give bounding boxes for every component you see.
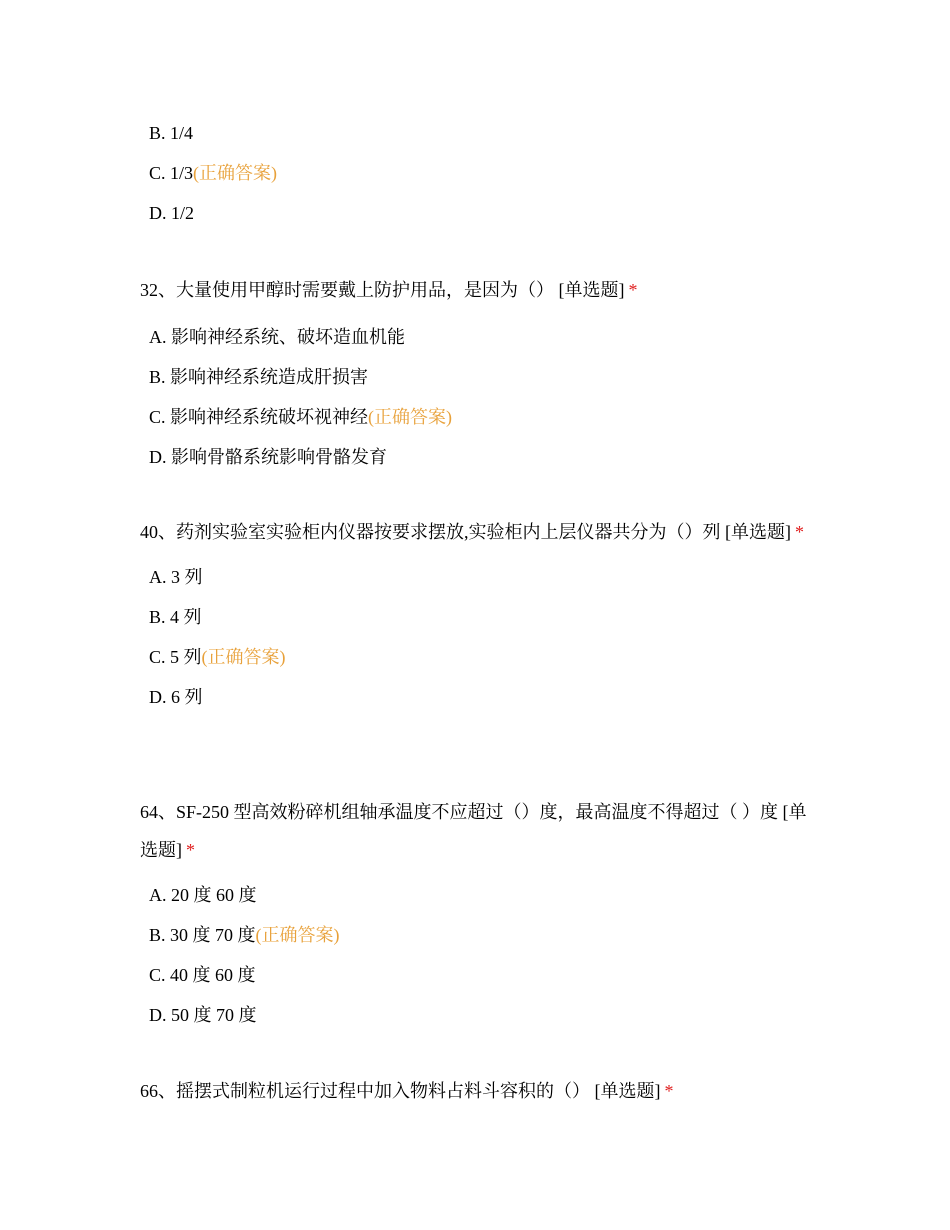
option-text: C. 5 列 bbox=[149, 647, 202, 667]
option-text: C. 40 度 60 度 bbox=[149, 965, 256, 985]
option-c bbox=[140, 397, 810, 437]
question-title bbox=[140, 793, 810, 869]
option-text: B. 30 度 70 度 bbox=[149, 925, 256, 945]
question-title bbox=[140, 1072, 810, 1110]
option-text: A. 3 列 bbox=[149, 567, 203, 587]
option-text: A. 20 度 60 度 bbox=[149, 885, 257, 905]
option-text: D. 6 列 bbox=[149, 687, 203, 707]
option-d bbox=[140, 193, 810, 233]
option-b bbox=[140, 113, 810, 153]
question-block-66 bbox=[140, 1072, 810, 1110]
option-text: A. 影响神经系统、破坏造血机能 bbox=[149, 327, 405, 347]
option-b bbox=[140, 357, 810, 397]
option-text: B. 4 列 bbox=[149, 607, 202, 627]
option-d bbox=[140, 995, 810, 1035]
option-text: D. 50 度 70 度 bbox=[149, 1005, 257, 1025]
correct-answer-label: (正确答案) bbox=[201, 647, 286, 667]
question-block-continued bbox=[140, 113, 810, 233]
question-title bbox=[140, 271, 810, 309]
option-c bbox=[140, 153, 810, 193]
correct-answer-label: (正确答案) bbox=[255, 925, 340, 945]
correct-answer-label: (正确答案) bbox=[193, 163, 278, 183]
option-a bbox=[140, 557, 810, 597]
required-star: * bbox=[795, 522, 804, 542]
option-c bbox=[140, 955, 810, 995]
option-text: C. 1/3 bbox=[149, 163, 194, 183]
correct-answer-label: (正确答案) bbox=[368, 407, 453, 427]
option-b bbox=[140, 915, 810, 955]
question-text: 66、摇摆式制粒机运行过程中加入物料占料斗容积的（） [单选题] bbox=[140, 1081, 661, 1101]
option-a bbox=[140, 317, 810, 357]
question-text: 32、大量使用甲醇时需要戴上防护用品，是因为（） [单选题] bbox=[140, 280, 625, 300]
required-star: * bbox=[664, 1081, 674, 1101]
question-block-32 bbox=[140, 271, 810, 477]
required-star: * bbox=[628, 280, 638, 300]
option-text: C. 影响神经系统破坏视神经 bbox=[149, 407, 369, 427]
option-d bbox=[140, 437, 810, 477]
option-text: B. 1/4 bbox=[149, 123, 194, 143]
option-b bbox=[140, 597, 810, 637]
question-block-40 bbox=[140, 513, 810, 717]
option-c bbox=[140, 637, 810, 677]
option-a bbox=[140, 875, 810, 915]
option-text: D. 影响骨骼系统影响骨骼发育 bbox=[149, 447, 387, 467]
option-text: D. 1/2 bbox=[149, 203, 194, 223]
question-text: 64、SF-250 型高效粉碎机组轴承温度不应超过（）度，最高温度不得超过（ ）度 [单选题] bbox=[140, 802, 807, 860]
question-block-64 bbox=[140, 793, 810, 1035]
question-title bbox=[140, 513, 810, 551]
option-d bbox=[140, 677, 810, 717]
option-text: B. 影响神经系统造成肝损害 bbox=[149, 367, 369, 387]
question-text: 40、药剂实验室实验柜内仪器按要求摆放,实验柜内上层仪器共分为（）列 [单选题] bbox=[140, 522, 791, 542]
required-star: * bbox=[186, 840, 195, 860]
